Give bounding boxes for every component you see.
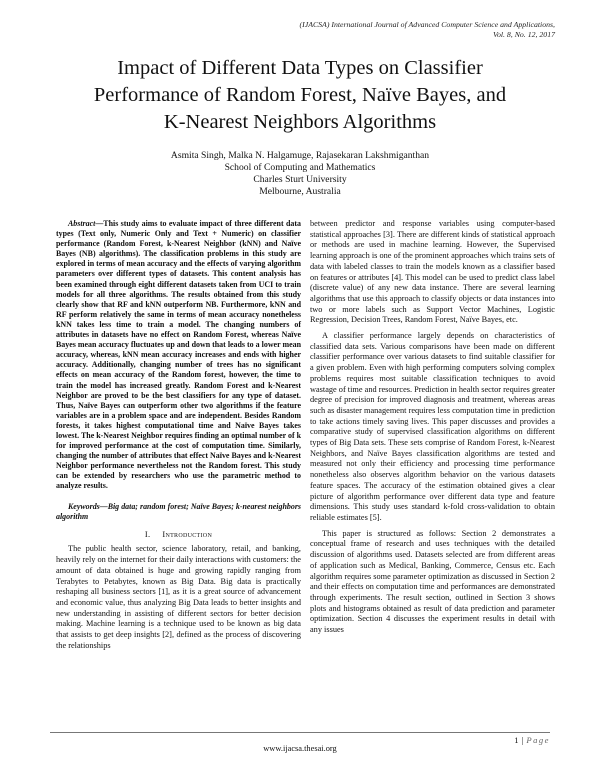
intro-paragraph-1: The public health sector, science laboratory, retail, and banking, heavily rely on the internet for their daily interactions with customers: the amount of data obtained is huge and growing rapidly ranging from Terabytes to Petabytes, known as Big Data. Big data is practically reshaping all business sectors [1], as it is a great source of advancement and economic value, thus analyzing Big Data leads to better insights and new understanding in assisting of different sectors for better decision making. Machine learning is a technique used to be known as big data that assists to get deep insights [2], defined as the process of discovering the relationships <box>56 544 301 650</box>
section-number: I. <box>144 529 151 539</box>
footer-url: www.ijacsa.thesai.org <box>263 744 337 753</box>
page-label: Page <box>526 735 550 745</box>
author-location: Melbourne, Australia <box>259 186 341 197</box>
author-university: Charles Sturt University <box>253 174 347 185</box>
keywords: Keywords—Big data; random forest; Naïve Bayes; k-nearest neighbors algorithm <box>56 501 301 521</box>
journal-name: (IJACSA) International Journal of Advanced Computer Science and Applications, <box>299 20 555 29</box>
right-paragraph-3: This paper is structured as follows: Section 2 demonstrates a conceptual frame of research and uses techniques with the detailed discussion of algorithms used. Datasets selected are from different areas of application such as Medical, Banking, Commerce, Census etc. Each algorithm requires some parameter optimization as discussed in Section 2 and their effects on computation time and performances are demonstrated through experiments. The result section, outlined in Section 3 shows plots and histograms obtained as result of data prediction and parameter optimization. Section 4 discusses the experiment results in detail with any issues <box>310 528 555 635</box>
abstract-text: —This study aims to evaluate impact of three different data types (Text only, Numeric Only and Text + Numeric) on classifier performance (Random Forest, k-Nearest Neighbor (kNN) and Naïve Bayes (NB) algorithms). The classification problems in this study are explored in terms of mean accuracy and the effects of varying algorithm parameters over different types of datasets. This content analysis has been examined through eight different datasets taken from UCI to train models for all three algorithms. The results obtained from this study clearly show that RF and kNN outperform NB. Furthermore, kNN and RF perform relatively the same in terms of mean accuracy nonetheless kNN takes less time to train a model. The changing numbers of attributes in datasets have no effect on Random Forest, whereas Naïve Bayes mean accuracy fluctuates up and down that leads to a lower mean accuracy, whereas, kNN mean accuracy increases and ends with higher accuracy. Additionally, changing number of trees has no significant effects on mean accuracy of the Random forest, however, the time to train the model has increased greatly. Random Forest and k-Nearest Neighbor are proved to be the best classifiers for any type of dataset. Thus, Naïve Bayes can outperform other two algorithms if the feature variables are in a problem space and are independent. Besides Random forests, it takes highest computational time and Naïve Bayes takes lowest. The k-Nearest Neighbor requires finding an optimal number of k for improved performance at the cost of computation time. Similarly, changing the number of attributes that effect Naïve Bayes and k-Nearest Neighbor performance nevertheless not the Random forest. This study can be extended by researchers who use the parametric method to analyze results. <box>56 219 301 491</box>
author-block <box>0 150 600 198</box>
journal-header <box>300 20 555 40</box>
paper-title <box>40 55 560 136</box>
journal-volume: Vol. 8, No. 12, 2017 <box>493 30 555 39</box>
author-names: Asmita Singh, Malka N. Halgamuge, Rajasekaran Lakshmiganthan <box>170 150 430 161</box>
right-paragraph-1: between predictor and response variables using computer-based statistical approaches [3]. There are different kinds of statistical approach or methods are used in machine learning. However, the Supervised learning approach is one of the prominent approaches which trains sets of data with labeled classes to train the models known as a classifier based on features or attributes [4]. This model can be used to predict class label (discrete value) of any new data instance. There are several learning algorithms that use this approach to classify objects or data instances into two or more labels such as Support Vector Machines, Logistic Regression, Decision Trees, Random Forest, Naïve Bayes, etc. <box>310 219 555 325</box>
left-column <box>56 219 301 656</box>
right-paragraph-2: A classifier performance largely depends on characteristics of classified data sets. Various comparisons have been made on different classifier performance over various datasets to find suitable classifier for a given problem. Even with high performing computers solving complex problems requires most suitable classification techniques to avoid wastage of time and resources. Prediction in health sector requires greater degree of precision for improved diagnosis and treatment, whereas areas such as disaster management requires less computation time in prediction to take actions timely saving lives. This paper discusses and provides a comparative study of supervised classification algorithms on different types of Big Data sets. These sets comprise of Random Forest, k-Nearest Neighbors, and Naïve Bayes classification algorithms are tested and measured not only their efficiency and processing time performance nonetheless also observes algorithm behavior on the various datasets feature spaces. The accuracy of the estimation obtained gives a clear picture of algorithm performance over different data type and feature dimensions. This study uses standard k-fold cross-validation to obtain reliable estimates [5]. <box>310 331 555 522</box>
section-title: Introduction <box>162 529 213 539</box>
title-line-3: K-Nearest Neighbors Algorithms <box>163 111 437 133</box>
abstract <box>56 219 301 492</box>
right-column <box>310 219 555 641</box>
title-line-1: Impact of Different Data Types on Classifier <box>117 57 483 79</box>
section-heading-introduction <box>56 530 301 541</box>
abstract-lead: Abstract <box>68 219 96 228</box>
page-number-separator: | <box>521 735 524 745</box>
footer-rule <box>50 732 550 733</box>
page-number-value: 1 <box>514 735 519 745</box>
title-line-2: Performance of Random Forest, Naïve Bayes, and <box>93 84 507 106</box>
author-school: School of Computing and Mathematics <box>224 162 376 173</box>
